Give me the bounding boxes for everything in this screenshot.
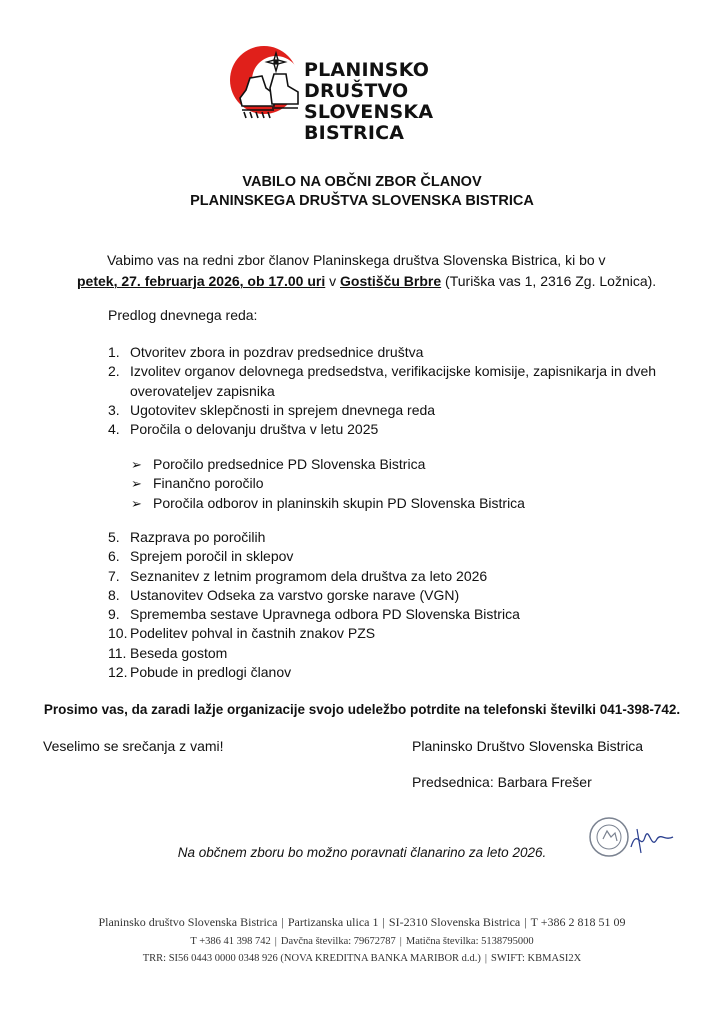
agenda-item-text: Seznanitev z letnim programom dela društva za leto 2026: [130, 567, 488, 584]
footer-swift: SWIFT: KBMASI2X: [491, 953, 582, 964]
agenda-item-number: 5.: [108, 529, 120, 545]
document-title-line-1: VABILO NA OBČNI ZBOR ČLANOV: [242, 174, 482, 190]
agenda-item: [108, 420, 675, 439]
agenda-item-number: 7.: [108, 567, 120, 584]
agenda-item: [108, 547, 675, 566]
invitation-text: Vabimo vas na redni zbor članov Planinskega društva Slovenska Bistrica, ki bo v: [107, 252, 606, 268]
agenda-subitem: [131, 455, 525, 474]
event-address: (Turiška vas 1, 2316 Zg. Ložnica).: [441, 273, 657, 289]
agenda-subitem-text: Poročilo predsednice PD Slovenska Bistrica: [153, 456, 426, 472]
agenda-item-text: Poročila o delovanju društva v letu 2025: [130, 421, 379, 438]
agenda-item-number: 12.: [108, 664, 128, 681]
president-signature-line: Predsednica: Barbara Frešer: [412, 774, 592, 790]
agenda-item-text: Sprememba sestave Upravnega odbora PD Slovenska Bistrica: [130, 606, 520, 623]
agenda-item: [108, 528, 675, 547]
closing-organization: Planinsko Društvo Slovenska Bistrica: [412, 738, 644, 754]
agenda-item: [108, 567, 675, 586]
agenda-subitem: [131, 474, 525, 493]
agenda-item-number: 2.: [108, 363, 120, 380]
agenda-item: [108, 624, 675, 643]
membership-fee-note: Na občnem zboru bo možno poravnati članarino za leto 2026.: [177, 845, 547, 860]
agenda-item-text: Ustanovitev Odseka za varstvo gorske narave (VGN): [130, 586, 460, 603]
agenda-subitem-text: Poročila odborov in planinskih skupin PD Slovenska Bistrica: [153, 494, 525, 511]
agenda-item-number: 4.: [108, 421, 120, 438]
agenda-item-text: Izvolitev organov delovnega predsedstva, verifikacijske komisije, zapisnikarja in dveh overovateljev zapisnika: [130, 363, 657, 399]
agenda-item: [108, 605, 675, 624]
agenda-item-text: Otvoritev zbora in pozdrav predsednice društva: [130, 344, 424, 360]
agenda-item-number: 10.: [108, 625, 128, 642]
footer-line-2: T +386 41 398 742 | Davčna številka: 79672787 | Matična številka: 5138795000: [190, 936, 534, 947]
event-date: petek, 27. februarja 2026, ob 17.00 uri: [77, 273, 326, 289]
invitation-paragraph: [60, 250, 670, 292]
agenda-item-text: Razprava po poročilih: [130, 529, 266, 545]
invitation-v: v: [325, 273, 341, 289]
arrow-bullet-icon: ➢: [131, 457, 142, 472]
agenda-item-number: 1.: [108, 344, 120, 360]
rsvp-notice: Prosimo vas, da zaradi lažje organizacije svojo udeležbo potrdite na telefonski številki 041-398-742.: [43, 702, 681, 717]
footer-tax-number: Davčna številka: 79672787: [280, 936, 396, 947]
logo-text: [304, 60, 498, 144]
agenda-item: [108, 586, 675, 605]
footer-line-1: Planinsko društvo Slovenska Bistrica | Partizanska ulica 1 | SI-2310 Slovenska Bistrica | T +386 2 818 51 09: [98, 915, 626, 929]
agenda-subitem-text: Finančno poročilo: [153, 475, 264, 492]
agenda-item-text: Ugotovitev sklepčnosti in sprejem dnevnega reda: [130, 401, 436, 418]
footer-org-name: Planinsko društvo Slovenska Bistrica: [98, 915, 278, 929]
agenda-item-text: Beseda gostom: [130, 644, 228, 661]
footer-bank-account: TRR: SI56 0443 0000 0348 926 (NOVA KREDITNA BANKA MARIBOR d.d.): [142, 953, 481, 964]
arrow-bullet-icon: ➢: [131, 495, 142, 511]
footer-registration-number: Matična številka: 5138795000: [405, 936, 534, 947]
agenda-item: [108, 401, 675, 420]
logo-line-2: SLOVENSKA BISTRICA: [304, 101, 434, 144]
agenda-item-number: 8.: [108, 586, 120, 603]
footer-phone: T +386 2 818 51 09: [530, 915, 626, 929]
agenda-item-number: 6.: [108, 548, 120, 565]
agenda-item: [108, 644, 675, 663]
agenda-label: Predlog dnevnega reda:: [108, 307, 258, 323]
agenda-item: [108, 663, 675, 682]
agenda-item-text: Pobude in predlogi članov: [130, 664, 292, 681]
agenda-subitems: [131, 455, 525, 513]
agenda-item-text: Sprejem poročil in sklepov: [130, 548, 294, 565]
arrow-bullet-icon: ➢: [131, 476, 142, 492]
document-title-line-2: PLANINSKEGA DRUŠTVA SLOVENSKA BISTRICA: [190, 193, 534, 209]
agenda-item-number: 11.: [108, 644, 127, 661]
logo-line-1: PLANINSKO DRUŠTVO: [304, 59, 430, 102]
footer-street: Partizanska ulica 1: [287, 915, 379, 929]
footer-city: SI-2310 Slovenska Bistrica: [388, 915, 521, 929]
agenda-item-number: 9.: [108, 606, 120, 623]
agenda-subitem: [131, 494, 525, 513]
agenda-list-part-2: [108, 528, 675, 682]
footer-mobile: T +386 41 398 742: [190, 936, 271, 947]
footer-line-3: TRR: SI56 0443 0000 0348 926 (NOVA KREDITNA BANKA MARIBOR d.d.) | SWIFT: KBMASI2X: [142, 953, 582, 964]
event-venue: Gostišču Brbre: [340, 273, 442, 289]
closing-greeting: Veselimo se srečanja z vami!: [43, 738, 224, 754]
agenda-list-part-1: [108, 343, 675, 439]
agenda-item: [108, 362, 675, 401]
agenda-item-number: 3.: [108, 401, 120, 418]
club-logo: [228, 40, 498, 144]
agenda-item-text: Podelitev pohval in častnih znakov PZS: [130, 625, 376, 642]
agenda-item: [108, 343, 675, 362]
